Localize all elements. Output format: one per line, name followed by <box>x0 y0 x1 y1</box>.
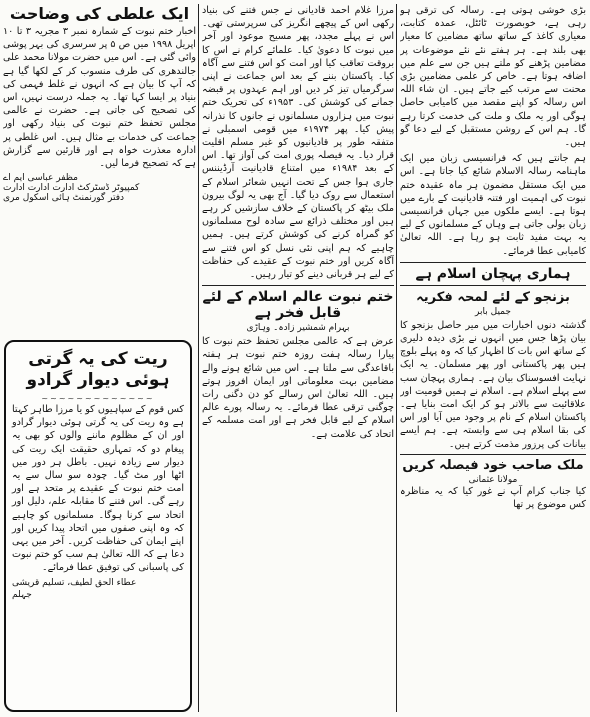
right-body2: گذشتہ دنوں اخبارات میں میر حاصل بزنجو کا بیان پڑھا جس میں انہوں نے بڑی دیدہ دلیری کے ساتھ اس بات کا اظہار کیا کہ وہ پہلے بلوچ ہیں پھر پاکستانی اور پھر مسلمان۔ یہ ایک نہایت افسوسناک بیان ہے۔ ہماری پہچان سب سے پہلے اسلام ہے۔ اسلام نے ہمیں قومیت اور علاقائیت سے بالاتر ہو کر ایک امت بنایا ہے۔ پاکستان اسلام کے نام پر وجود میں آیا اور اس کی بقا اسلام ہی سے وابستہ ہے۔ ہم ایسے بیانات کی پرزور مذمت کرتے ہیں۔ <box>400 319 586 450</box>
column-rule-right <box>396 4 397 712</box>
right-heading-1: ہماری پہچان اسلام ہے <box>400 262 586 286</box>
right-heading-2: بزنجو کے لئے لمحہ فکریہ <box>416 289 570 305</box>
right-body-b: ہم جانتے ہیں کہ فرانسیسی زبان میں ایک ماہنامہ رسالہ الاسلام شائع کیا جاتا ہے۔ اس میں ایک مستقل مضمون ہر ماہ عقیدہ ختم نبوت کی اہمیت اور فتنہ قادیانیت کے بارے میں ہوتا ہے۔ ایسے ملکوں میں جہاں فرانسیسی زبان بولی جاتی ہے وہاں کے مسلمانوں کے لیے یہ بہت مفید ثابت ہو رہا ہے۔ اللہ تعالیٰ کامیابی عطا فرمائے۔ <box>400 153 586 257</box>
framed-article-sign: عطاء الحق لطیف، تسلیم قریشی <box>12 577 137 588</box>
ornament-divider: ~~~~~~~~~~~~~ <box>41 394 155 403</box>
framed-article <box>4 340 192 712</box>
correction-heading: ایک علطی کی وضاحت <box>9 4 190 23</box>
framed-article-title: ریت کی یہ گرتی ہوئی دیوار گرادو <box>26 349 170 390</box>
middle-heading: ختم نبوت عالم اسلام کے لئے قابل فخر ہے <box>202 285 394 321</box>
right-column <box>400 0 586 717</box>
right-author-3: مولانا عثمانی <box>468 474 518 485</box>
right-heading-3: ملک صاحب خود فیصلہ کریں <box>400 454 586 473</box>
correction-sign-name: مظفر عباسی ایم اے <box>3 173 78 184</box>
framed-article-place: جہلم <box>12 589 32 600</box>
right-footer-text: کیا جناب کرام آپ نے غور کیا کہ یہ مناظرہ کس موضوع پر تھا <box>400 485 586 511</box>
correction-sign-line2: دفتر گورنمنٹ ہائی اسکول مری <box>3 193 125 204</box>
column-rule-left <box>198 4 199 712</box>
correction-sign-line1: کمپیوٹر ڈسٹرکٹ ادارت ادارت ادارت <box>3 183 140 194</box>
correction-body: اخبار ختم نبوت کے شمارہ نمبر ۳ مجریہ ۳ تا ۱۰ اپریل ۱۹۹۸ میں ص ۵ پر سرسری کی بہر پوشی وائی گئی ہے۔ اس میں حضرت مولانا محمد علی جالندھری کی طرف منسوب کر کے لکھا گیا ہے کہ آپ کا بیان ہے کہ انہوں نے غلط فہمی کی بنیاد پر ایسا کہا تھا۔ یہ جملہ درست نہیں، اس کی تصحیح کی جاتی ہے۔ حضرت نے عالمی مجلس تحفظ ختم نبوت کی بنیاد رکھی اور جماعت کی خدمات بے مثال ہیں۔ اس غلطی پر ادارہ معذرت خواہ ہے اور قارئین سے گزارش ہے کہ تصحیح فرما لیں۔ <box>3 26 196 170</box>
framed-article-body: کس قوم کے سپاہیوں کو یا مرزا طاہر کہتا ہے وہ ریت کی یہ گرتی ہوئی دیوار گرادو اور ان کے مظلوم ماننے والوں کو بھی یہ پیغام دو کہ تمہاری حقیقت ایک ریت کی دیوار سے زیادہ نہیں۔ باطل ہر دور میں اٹھا اور مٹ گیا۔ چودہ سو سال سے یہ امت ختم نبوت کے عقیدے پر متحد ہے اور رہے گی۔ اس فتنے کا مقابلہ علم، دلیل اور اتحاد سے کرنا ہوگا۔ مسلمانوں کو چاہیے کہ وہ اپنی صفوں میں اتحاد پیدا کریں اور اپنے ایمان کی حفاظت کریں۔ آخر میں یہی دعا ہے کہ اللہ تعالیٰ ہم سب کو ختم نبوت کی پاسبانی کی توفیق عطا فرمائے۔ <box>12 404 184 574</box>
right-body: بڑی خوشی ہوتی ہے۔ رسالہ کی ترقی ہو رہی ہے، خوبصورت ٹائٹل، عمدہ کتابت، معیاری کاغذ کے ساتھ ساتھ مضامین کا معیار بھی بلند ہے۔ ہر ہفتے نئے نئے موضوعات پر مضامین پڑھنے کو ملتے ہیں جن سے علم میں اضافہ ہوتا ہے۔ خاص کر علمی مضامین بڑی محنت سے مرتب کیے جاتے ہیں۔ ان شاء اللہ اس رسالہ کو اپنے مقصد میں کامیابی حاصل ہوگی اور یہ ملک و ملت کی خدمت کرتا رہے گا۔ ہم اس کے روشن مستقبل کے لیے دعا گو ہیں۔ <box>400 5 586 149</box>
middle-body: مرزا غلام احمد قادیانی نے جس فتنے کی بنیاد رکھی اس کے پیچھے انگریز کی سرپرستی تھی۔ اس نے پہلے مجدد، پھر مسیح موعود اور آخر میں نبوت کا دعویٰ کیا۔ علمائے کرام نے اس کا بروقت تعاقب کیا اور امت کو اس فتنے سے آگاہ کیا۔ پاکستان بننے کے بعد اس جماعت نے اپنی سرگرمیاں تیز کر دیں اور اہم عہدوں پر قبضہ جمانے کی کوشش کی۔ ۱۹۵۳ء کی تحریک ختم نبوت میں ہزاروں مسلمانوں نے جانوں کا نذرانہ پیش کیا۔ پھر ۱۹۷۴ء میں قومی اسمبلی نے متفقہ طور پر قادیانیوں کو غیر مسلم اقلیت قرار دیا۔ یہ فیصلہ پوری امت کی آواز تھا۔ اس کے بعد ۱۹۸۴ء میں امتناع قادیانیت آرڈیننس جاری ہوا جس کے تحت انہیں شعائر اسلام کے استعمال سے روک دیا گیا۔ آج بھی یہ لوگ بیرون ملک بیٹھ کر پاکستان کے خلاف سازشیں کر رہے ہیں اور مختلف ذرائع سے سادہ لوح مسلمانوں کو گمراہ کرنے کی کوشش کرتے ہیں۔ ہمیں چاہیے کہ ہم اپنی نئی نسل کو اس فتنے سے آگاہ کریں اور ختم نبوت کے عقیدے کی حفاظت کے لیے ہر قربانی دینے کو تیار رہیں۔ <box>202 5 394 281</box>
right-author-2: جمیل بابر <box>475 306 511 317</box>
middle-column <box>202 0 394 717</box>
middle-body2: عرض ہے کہ عالمی مجلس تحفظ ختم نبوت کا پیارا رسالہ ہفت روزہ ختم نبوت ہر ہفتہ باقاعدگی سے ملتا ہے۔ اس میں شائع ہونے والے مضامین بہت معلوماتی اور ایمان افروز ہوتے ہیں۔ اللہ تعالیٰ اس رسالے کو دن دگنی رات چوگنی ترقی عطا فرمائے۔ یہ رسالہ پورے عالم اسلام کے لیے قابل فخر ہے اور امت مسلمہ کے اتحاد کی علامت ہے۔ <box>202 336 394 440</box>
middle-author: بہرام شمشیر زادہ۔ وہاڑی <box>246 323 350 334</box>
